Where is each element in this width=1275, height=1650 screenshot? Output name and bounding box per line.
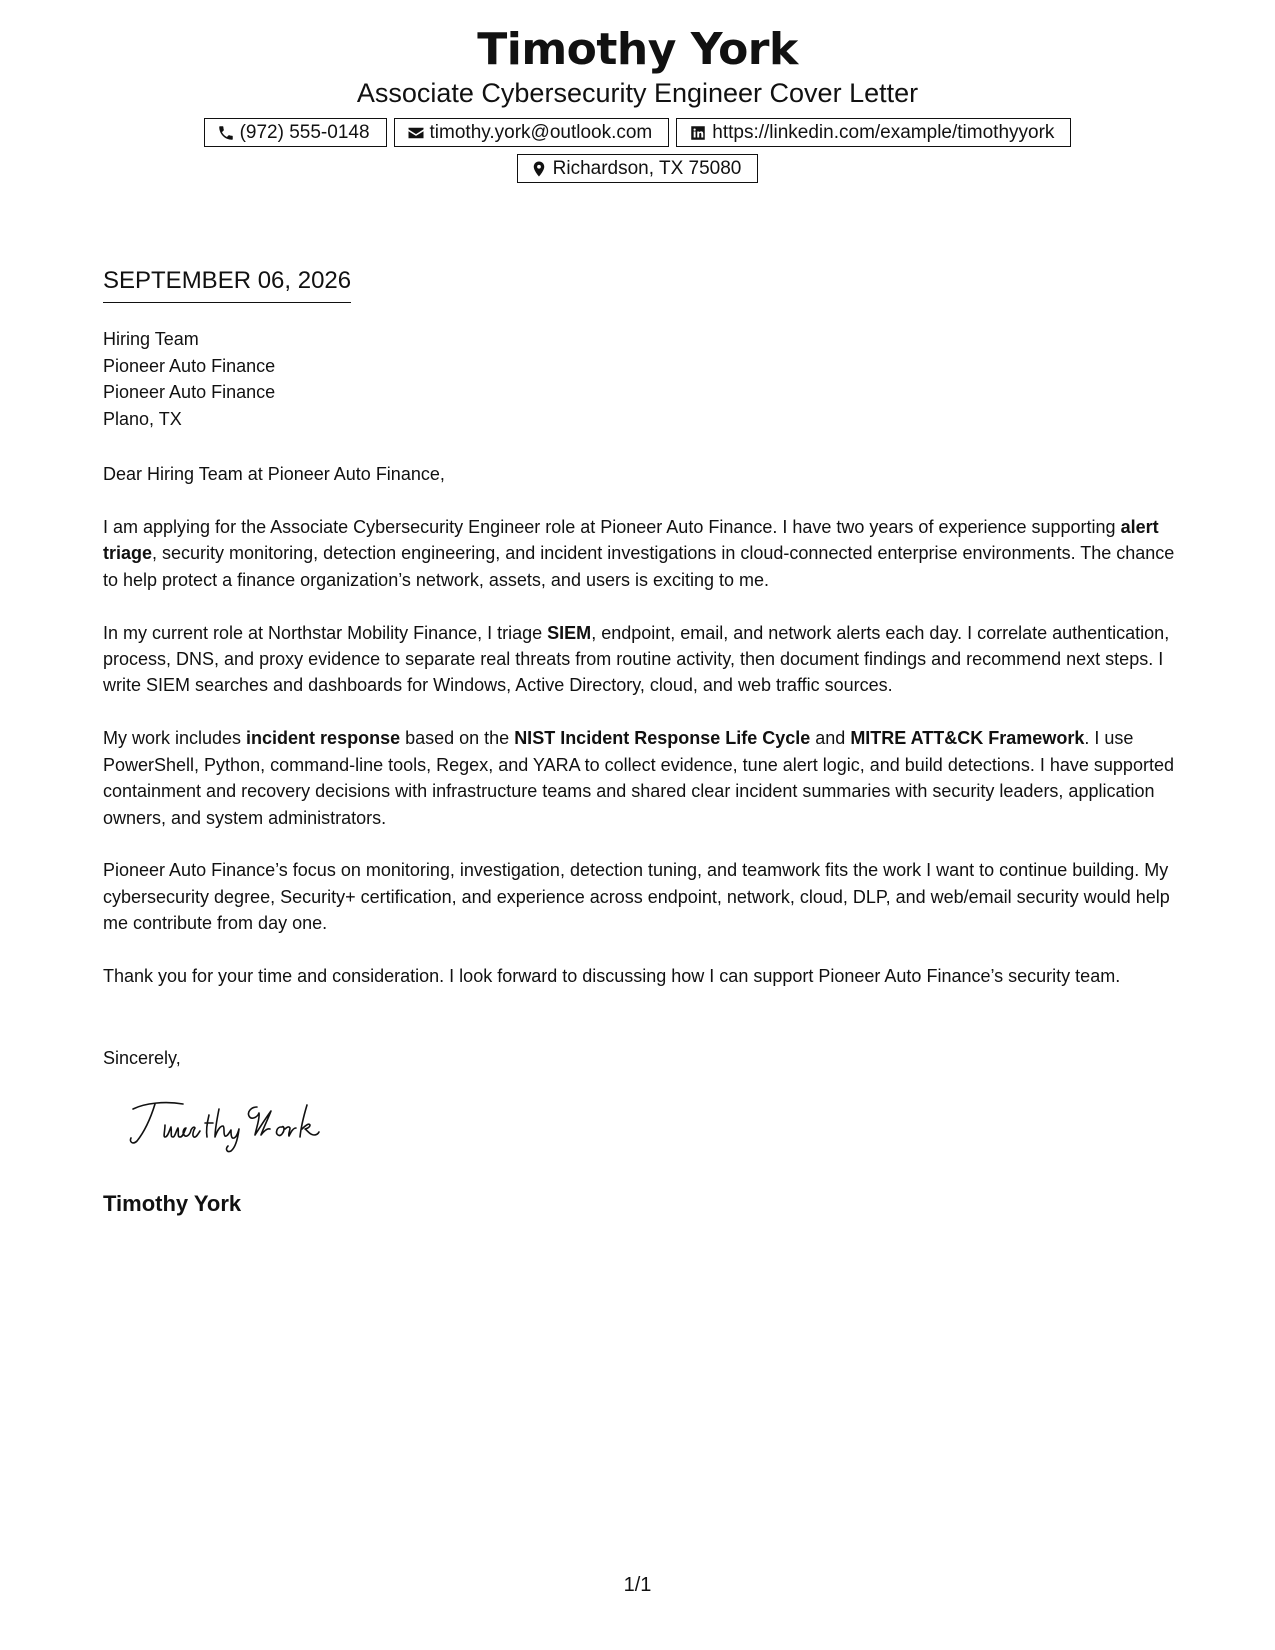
emphasis: alert triage (103, 516, 1159, 564)
contact-info (0, 118, 1275, 183)
letter-header (0, 22, 1275, 190)
location-chip (517, 154, 759, 183)
phone-chip[interactable] (204, 118, 387, 147)
document-subtitle: Associate Cybersecurity Engineer Cover Letter (356, 78, 919, 108)
letter-body (103, 461, 1178, 1016)
phone-icon (217, 124, 235, 142)
contact-row-2 (0, 154, 1275, 183)
envelope-icon (407, 124, 425, 142)
salutation: Dear Hiring Team at Pioneer Auto Finance, (103, 464, 445, 484)
paragraph-intro: I am applying for the Associate Cybersecurity Engineer role at Pioneer Auto Finance. I have two years of experience supporting alert triage, security monitoring, detection engineering, and incident investigations in cloud-connected enterprise environments. The chance to help protect a finance organization’s network, assets, and users is exciting to me. (103, 516, 1175, 590)
recipient-block (103, 326, 275, 432)
email-text: timothy.york@outlook.com (429, 121, 653, 143)
recipient-line: Pioneer Auto Finance (103, 355, 276, 376)
signature-image (125, 1095, 345, 1155)
recipient-line: Plano, TX (103, 408, 182, 429)
recipient-line: Hiring Team (103, 329, 199, 349)
linkedin-icon (689, 124, 707, 142)
paragraph-current-role: In my current role at Northstar Mobility Finance, I triage SIEM, endpoint, email, and network alerts each day. I correlate authentication, process, DNS, and proxy evidence to separate real threats from routine activity, then document findings and recommend next steps. I write SIEM searches and dashboards for Windows, Active Directory, cloud, and web traffic sources. (103, 622, 1170, 696)
emphasis: incident response (246, 728, 401, 749)
emphasis: NIST Incident Response Life Cycle (514, 728, 811, 749)
email-chip[interactable] (394, 118, 670, 147)
linkedin-text: https://linkedin.com/example/timothyyork (712, 121, 1055, 143)
paragraph-fit: Pioneer Auto Finance’s focus on monitoring, investigation, detection tuning, and teamwork fits the work I want to continue building. My cybersecurity degree, Security+ certification, and experience across endpoint, network, cloud, DLP, and web/email security would help me contribute from day one. (103, 860, 1170, 934)
linkedin-chip[interactable] (676, 118, 1071, 147)
contact-row-1 (0, 118, 1275, 147)
emphasis: MITRE ATT&CK Framework (850, 728, 1085, 749)
closing: Sincerely, (103, 1048, 181, 1068)
signed-name: Timothy York (103, 1191, 242, 1216)
applicant-name: Timothy York (477, 24, 798, 75)
paragraph-thanks: Thank you for your time and consideration. I look forward to discussing how I can support Pioneer Auto Finance’s security team. (103, 966, 1121, 987)
page-number: 1/1 (623, 1574, 652, 1596)
paragraph-incident-response: My work includes incident response based on the NIST Incident Response Life Cycle and MITRE ATT&CK Framework. I use PowerShell, Python, command-line tools, Regex, and YARA to collect evidence, tune alert logic, and build detections. I have supported containment and recovery decisions with infrastructure teams and shared clear incident summaries with security leaders, application owners, and system administrators. (103, 728, 1174, 828)
emphasis: SIEM (547, 622, 592, 643)
recipient-line: Pioneer Auto Finance (103, 382, 276, 402)
letter-date: SEPTEMBER 06, 2026 (103, 266, 351, 303)
map-pin-icon (530, 160, 548, 178)
phone-text: (972) 555-0148 (239, 121, 370, 143)
location-text: Richardson, TX 75080 (552, 157, 742, 179)
